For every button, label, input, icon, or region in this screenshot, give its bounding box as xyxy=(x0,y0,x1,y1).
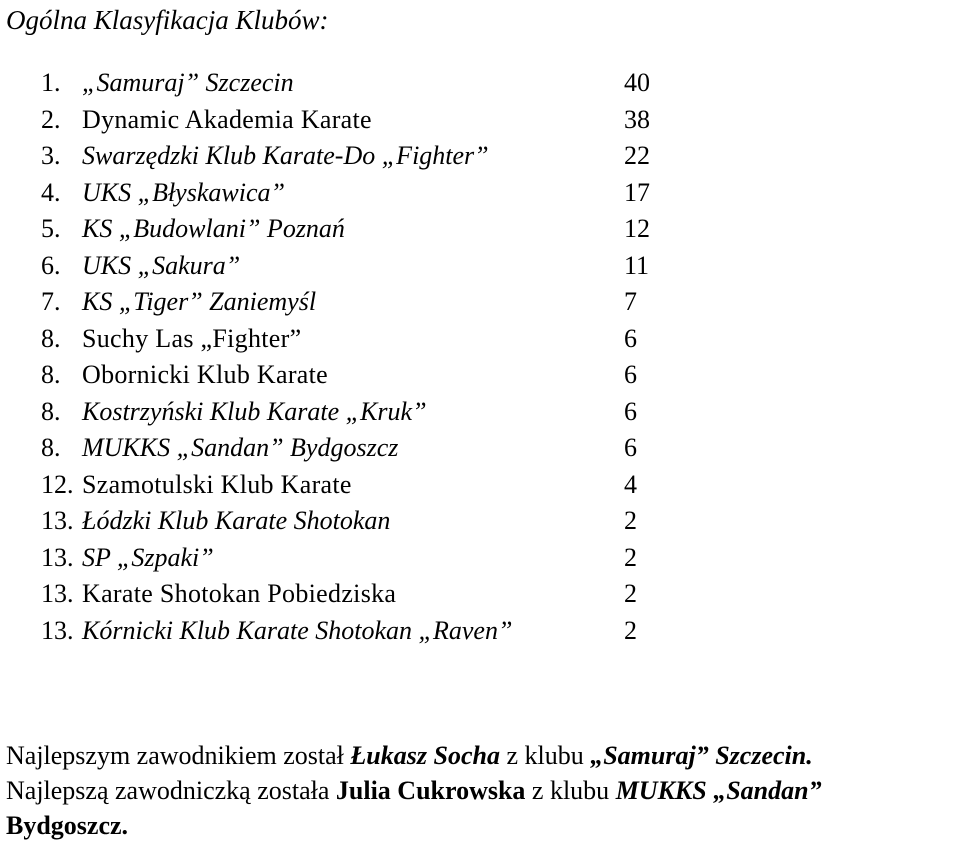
ranking-row xyxy=(0,613,700,650)
best-male-middle: z klubu xyxy=(499,741,591,770)
ranking-row xyxy=(0,211,700,248)
ranking-row xyxy=(0,430,700,467)
ranking-club: KS „Tiger” Zaniemyśl xyxy=(82,287,317,316)
ranking-club: Dynamic Akademia Karate xyxy=(82,104,372,134)
best-female-name: Julia Cukrowska xyxy=(335,776,526,805)
best-male-name: Łukasz Socha xyxy=(350,741,500,770)
best-female-prefix: Najlepszą zawodniczką została xyxy=(6,776,336,805)
ranking-club: KS „Budowlani” Poznań xyxy=(82,214,345,243)
ranking-points: 12 xyxy=(624,214,650,243)
awards-section xyxy=(6,738,956,843)
ranking-row xyxy=(0,284,700,321)
best-female-club-city-line xyxy=(6,808,956,843)
ranking-position: 5. xyxy=(41,214,61,243)
ranking-club: MUKKS „Sandan” Bydgoszcz xyxy=(82,433,399,462)
ranking-position: 13. xyxy=(41,579,74,608)
ranking-club: Łódzki Klub Karate Shotokan xyxy=(82,506,391,535)
ranking-points: 2 xyxy=(624,579,637,608)
ranking-points: 2 xyxy=(624,542,637,572)
ranking-position: 12. xyxy=(41,469,74,499)
ranking-club: Obornicki Klub Karate xyxy=(82,360,328,389)
ranking-position: 4. xyxy=(41,177,61,207)
ranking-points: 11 xyxy=(624,250,650,280)
ranking-club: UKS „Sakura” xyxy=(82,250,241,280)
ranking-row xyxy=(0,321,700,358)
ranking-position: 2. xyxy=(41,104,61,134)
ranking-position: 8. xyxy=(41,396,61,426)
ranking-row xyxy=(0,248,700,285)
ranking-points: 6 xyxy=(624,360,637,389)
ranking-club: SP „Szpaki” xyxy=(82,542,214,572)
club-ranking-list xyxy=(0,65,700,649)
page-title: Ogólna Klasyfikacja Klubów: xyxy=(6,5,329,35)
ranking-points: 2 xyxy=(624,615,637,645)
ranking-points: 17 xyxy=(624,177,650,207)
ranking-row xyxy=(0,65,700,102)
ranking-club: Kórnicki Klub Karate Shotokan „Raven” xyxy=(82,615,513,645)
ranking-row xyxy=(0,138,700,175)
best-male-club: „Samuraj” Szczecin. xyxy=(590,741,813,770)
ranking-row xyxy=(0,175,700,212)
ranking-row xyxy=(0,357,700,394)
ranking-row xyxy=(0,394,700,431)
ranking-position: 8. xyxy=(41,360,61,389)
ranking-row xyxy=(0,540,700,577)
best-male-prefix: Najlepszym zawodnikiem został xyxy=(6,741,351,770)
ranking-club: Kostrzyński Klub Karate „Kruk” xyxy=(82,396,427,426)
ranking-row xyxy=(0,576,700,613)
ranking-position: 8. xyxy=(41,433,61,462)
ranking-position: 8. xyxy=(41,323,61,353)
ranking-points: 22 xyxy=(624,141,650,170)
ranking-points: 6 xyxy=(624,433,637,462)
best-female-club-city: Bydgoszcz. xyxy=(6,811,129,840)
ranking-position: 7. xyxy=(41,287,61,316)
best-male-athlete xyxy=(6,738,956,773)
ranking-points: 7 xyxy=(624,287,637,316)
ranking-club: Suchy Las „Fighter” xyxy=(82,323,302,353)
ranking-position: 1. xyxy=(41,68,61,97)
best-female-club: MUKKS „Sandan” xyxy=(615,776,822,805)
ranking-row xyxy=(0,467,700,504)
ranking-row xyxy=(0,503,700,540)
best-female-middle: z klubu xyxy=(525,776,616,805)
ranking-position: 13. xyxy=(41,506,74,535)
ranking-points: 6 xyxy=(624,396,637,426)
ranking-points: 6 xyxy=(624,323,637,353)
ranking-position: 13. xyxy=(41,542,74,572)
ranking-points: 2 xyxy=(624,506,637,535)
ranking-position: 3. xyxy=(41,141,61,170)
ranking-club: „Samuraj” Szczecin xyxy=(82,68,294,97)
ranking-position: 6. xyxy=(41,250,61,280)
ranking-club: Szamotulski Klub Karate xyxy=(82,469,352,499)
ranking-row xyxy=(0,102,700,139)
ranking-club: Karate Shotokan Pobiedziska xyxy=(82,579,397,608)
ranking-club: Swarzędzki Klub Karate-Do „Fighter” xyxy=(82,141,489,170)
ranking-points: 4 xyxy=(624,469,637,499)
ranking-club: UKS „Błyskawica” xyxy=(82,177,285,207)
ranking-position: 13. xyxy=(41,615,74,645)
best-female-athlete xyxy=(6,773,956,808)
ranking-points: 38 xyxy=(624,104,650,134)
ranking-points: 40 xyxy=(624,68,650,97)
